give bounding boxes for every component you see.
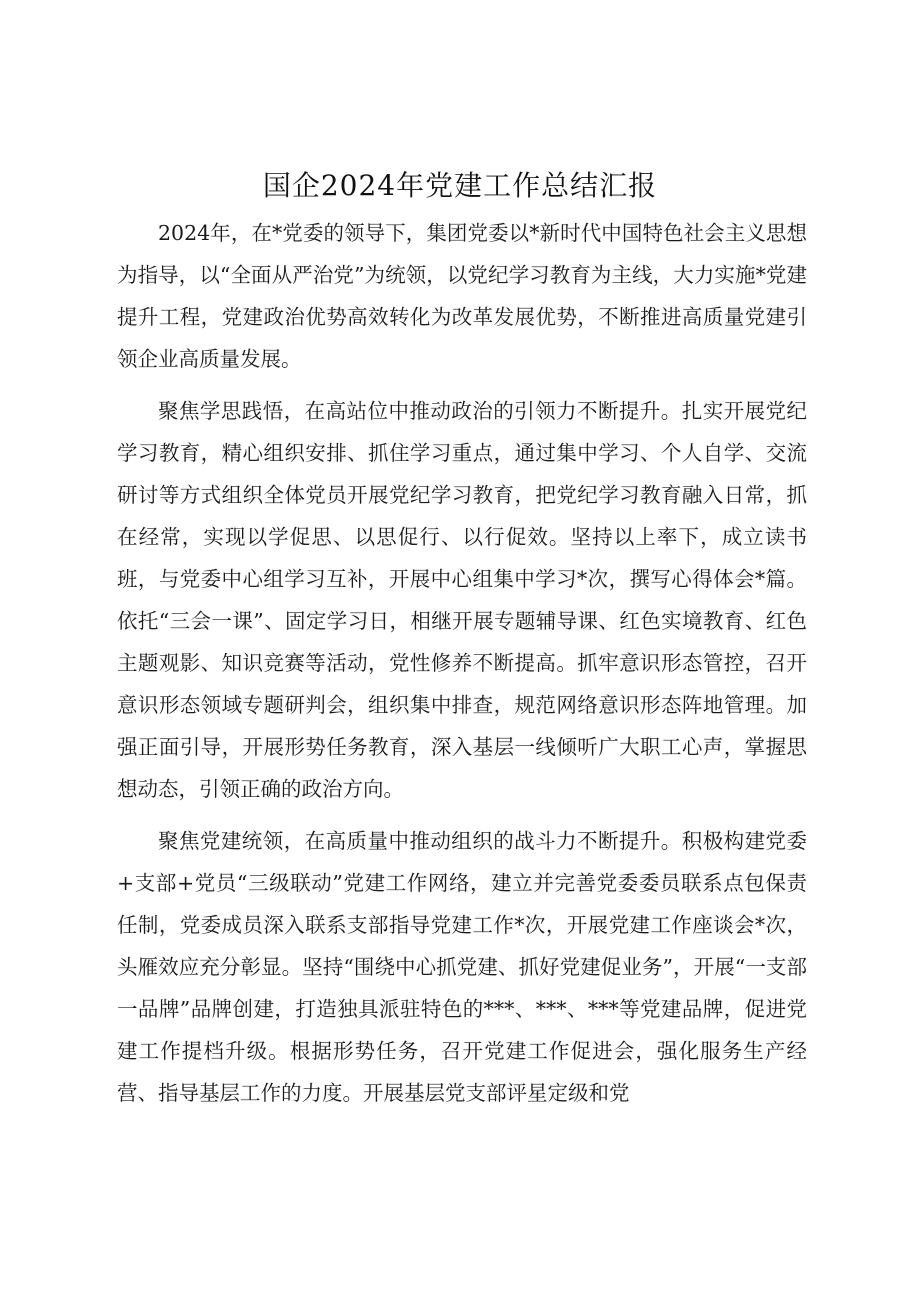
paragraph-organization: 聚焦党建统领，在高质量中推动组织的战斗力不断提升。积极构建党委+支部+党员“三级联动”党建工作网络，建立并完善党委委员联系点包保责任制，党委成员深入联系支部指导党建工作*次，开展党建工作座谈会*次，头雁效应充分彰显。坚持“围绕中心抓党建、抓好党建促业务”，开展“一支部一品牌”品牌创建，打造独具派驻特色的***、***、***等党建品牌，促进党建工作提档升级。根据形势任务，召开党建工作促进会，强化服务生产经营、指导基层工作的力度。开展基层党支部评星定级和党 xyxy=(117,829,807,1105)
document-title: 国企2024年党建工作总结汇报 xyxy=(262,169,658,202)
document-body xyxy=(117,212,807,1124)
paragraph-political-leadership: 聚焦学思践悟，在高站位中推动政治的引领力不断提升。扎实开展党纪学习教育，精心组织安排、抓住学习重点，通过集中学习、个人自学、交流研讨等方式组织全体党员开展党纪学习教育，把党纪学习教育融入日常，抓在经常，实现以学促思、以思促行、以行促效。坚持以上率下，成立读书班，与党委中心组学习互补，开展中心组集中学习*次，撰写心得体会*篇。依托“三会一课”、固定学习日，相继开展专题辅导课、红色实境教育、红色主题观影、知识竞赛等活动，党性修养不断提高。抓牢意识形态管控，召开意识形态领域专题研判会，组织集中排查，规范网络意识形态阵地管理。加强正面引导，开展形势任务教育，深入基层一线倾听广大职工心声，掌握思想动态，引领正确的政治方向。 xyxy=(117,399,807,801)
paragraph-intro: 2024年，在*党委的领导下，集团党委以*新时代中国特色社会主义思想为指导，以“全面从严治党”为统领，以党纪学习教育为主线，大力实施*党建提升工程，党建政治优势高效转化为改革发展优势，不断推进高质量党建引领企业高质量发展。 xyxy=(117,221,807,371)
